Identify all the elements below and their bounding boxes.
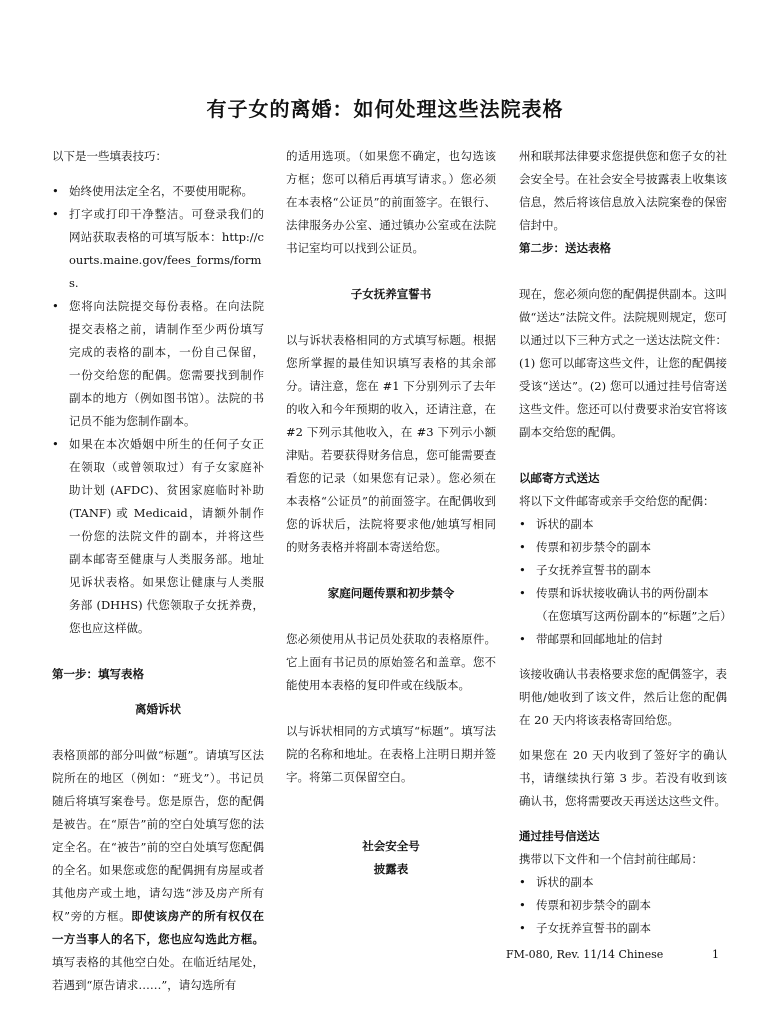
list-item: • 传票和诉状接收确认书的两份副本（在您填写这两份副本的“标题”之后）: [519, 582, 727, 628]
list-item: • 诉状的副本: [519, 513, 727, 536]
ssn-heading-line2: 披露表: [373, 862, 409, 876]
complaint-paragraph: [52, 744, 264, 997]
complaint-heading: 离婚诉状: [135, 702, 181, 716]
acknowledgment-followup-paragraph: 如果您在 20 天内收到了签好字的确认书，请继续执行第 3 步。若没有收到该确认书，您将需要改天再送达这些文件。: [519, 748, 727, 808]
list-item: • 子女抚养宣誓书的副本: [519, 559, 727, 582]
complaint-bold-text: 即使该房产的所有权仅在一方当事人的名下，您也应勾选此方框。: [52, 909, 264, 946]
mail-heading: 以邮寄方式送达: [519, 471, 600, 485]
step2-heading: 第二步：送达表格: [519, 241, 611, 255]
ssn-heading-line1: 社会安全号: [362, 839, 420, 853]
page-title: 有子女的离婚：如何处理这些法院表格: [206, 97, 564, 121]
mail-intro: 将以下文件邮寄或亲手交给您的配偶：: [519, 494, 715, 508]
step2-paragraph: 现在，您必须向您的配偶提供副本。这叫做“送达”法院文件。法院规则规定，您可以通过以下三种方式之一送达法院文件：(1) 您可以邮寄这些文件，让您的配偶接受该“送达”。(2) 您可以通过挂号信寄送这些文件。您还可以付费要求治安官将该副本交给您的配偶。: [519, 287, 727, 439]
complaint-tail-text: 填写表格的其他空白处。在临近结尾处，若遇到“原告请求……”，请勾选所有: [52, 955, 264, 992]
registered-intro: 携带以下文件和一个信封前往邮局：: [519, 852, 703, 866]
list-item: • 始终使用法定全名，不要使用昵称。: [52, 180, 264, 203]
affidavit-paragraph: 以与诉状表格相同的方式填写标题。根据您所掌握的最佳知识填写表格的其余部分。请注意，您在 #1 下分别列示了去年的收入和今年预期的收入，还请注意，在 #2 下列示其他收入，在 #3 下列示小额津贴。若要获得财务信息，您可能需要查看您的记录（如果您有记录）。您必须在本表格“公证员”的前面签字。在配偶收到您的诉状后，法院将要求他/她填写相同的财务表格并将副本寄送给您。: [286, 333, 496, 554]
registered-items-list: [519, 871, 727, 940]
list-item: • 如果在本次婚姻中所生的任何子女正在领取（或曾领取过）有子女家庭补助计划 (AFDC)、贫困家庭临时补助 (TANF) 或 Medicaid，请额外制作一份您的法院文件的副本，并将这些副本邮寄至健康与人类服务部。地址见诉状表格。如果您让健康与人类服务部 (DHHS) 代您领取子女抚养费，您也应这样做。: [52, 433, 264, 640]
list-item: • 传票和初步禁令的副本: [519, 536, 727, 559]
page-number: 1: [712, 948, 719, 961]
list-item: • 打字或打印干净整洁。可登录我们的网站获取表格的可填写版本：http://courts.maine.gov/fees_forms/forms.: [52, 203, 264, 295]
list-item: • 子女抚养宣誓书的副本: [519, 917, 727, 940]
affidavit-heading: 子女抚养宣誓书: [350, 287, 432, 301]
summons-paragraph-1: 您必须使用从书记员处获取的表格原件。它上面有书记员的原始签名和盖章。您不能使用本表格的复印件或在线版本。: [286, 632, 496, 692]
mail-items-list: [519, 513, 732, 651]
complaint-continuation: 的适用选项。（如果您不确定，也勾选该方框；您可以稍后再填写请求。）您必须在本表格“公证员”的前面签字。在银行、法律服务办公室、通过镇办公室或在法院书记室均可以找到公证员。: [286, 149, 496, 255]
summons-heading: 家庭问题传票和初步禁令: [327, 586, 455, 600]
column-right: [519, 145, 732, 940]
acknowledgment-paragraph: 该接收确认书表格要求您的配偶签字，表明他/她收到了该文件，然后让您的配偶在 20 天内将该表格寄回给您。: [519, 667, 727, 727]
complaint-text: 表格顶部的部分叫做“标题”。请填写区法院所在的地区（例如：“班戈”）。书记员随后将填写案卷号。您是原告，您的配偶是被告。在“原告”前的空白处填写您的法定全名。在“被告”前的空白处填写您配偶的全名。如果您或您的配偶拥有房屋或者其他房产或土地，请勾选“涉及房产所有权”旁的方框。: [52, 748, 264, 923]
list-item: • 带邮票和回邮地址的信封: [519, 628, 727, 651]
column-middle: [286, 145, 496, 881]
step1-heading: 第一步：填写表格: [52, 667, 144, 681]
list-item: • 诉状的副本: [519, 871, 727, 894]
tips-list: [52, 180, 264, 640]
registered-heading: 通过挂号信送达: [519, 829, 600, 843]
ssn-paragraph: 州和联邦法律要求您提供您和您子女的社会安全号。在社会安全号披露表上收集该信息，然后将该信息放入法院案卷的保密信封中。: [519, 149, 727, 232]
column-left: [52, 145, 264, 997]
form-number: FM-080, Rev. 11/14 Chinese: [506, 948, 664, 961]
tips-intro: 以下是一些填表技巧：: [52, 149, 167, 163]
summons-paragraph-2: 以与诉状相同的方式填写“标题”。填写法院的名称和地址。在表格上注明日期并签字。将第二页保留空白。: [286, 724, 496, 784]
list-item: • 您将向法院提交每份表格。在向法院提交表格之前，请制作至少两份填写完成的表格的副本，一份自己保留，一份交给您的配偶。您需要找到制作副本的地方（例如图书馆）。法院的书记员不能为您制作副本。: [52, 295, 264, 433]
list-item: • 传票和初步禁令的副本: [519, 894, 727, 917]
